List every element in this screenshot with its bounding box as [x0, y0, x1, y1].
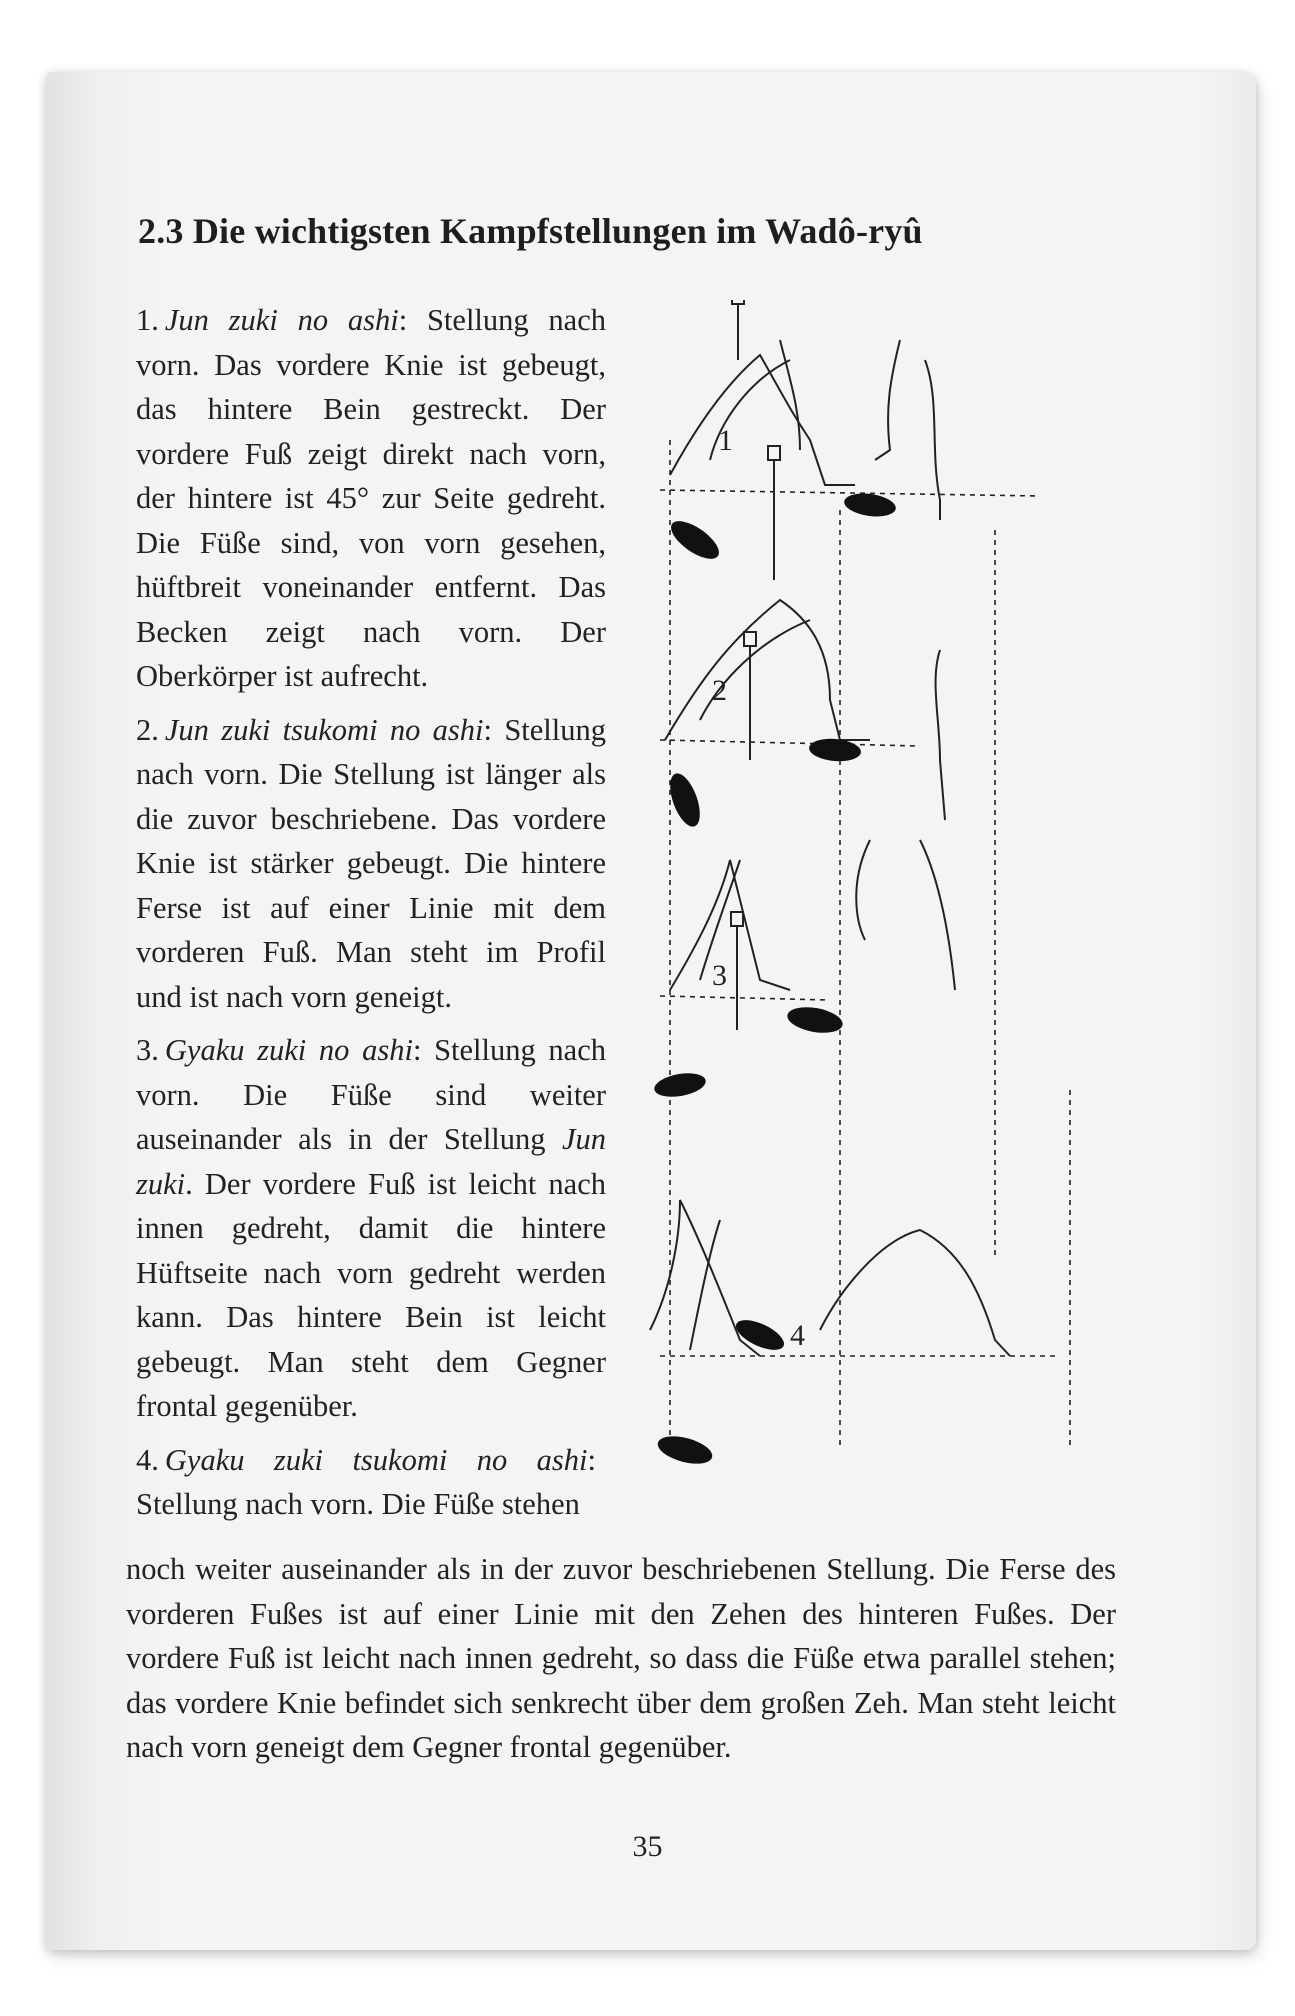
stance-item-3 — [136, 1028, 606, 1429]
stance-description: : Stellung nach vorn. Die Füße stehen — [136, 1442, 596, 1521]
stance-description: : Stellung nach vorn. Die Füße sind weiter auseinander als in der Stellung — [136, 1033, 606, 1156]
text-column — [136, 298, 606, 1536]
stance-item-4-continuation: noch weiter auseinander als in der zuvor beschriebenen Stellung. Die Ferse des vorderen Fußes ist auf einer Linie mit den Zehen des hinteren Fußes. Der vordere Fuß ist leicht nach innen gedreht, so dass die Füße etwa parallel stehen; das vordere Knie befindet sich senkrecht über dem großen Zeh. Man steht leicht nach vorn geneigt dem Gegner frontal gegenüber. — [126, 1552, 1116, 1764]
section-heading — [138, 210, 923, 252]
stance-term: Gyaku zuki no ashi — [164, 1033, 413, 1067]
stance-item-2 — [136, 708, 606, 1020]
section-title: Die wichtigsten Kampfstellungen im Wadô-ryû — [192, 211, 923, 251]
item-number: 1. — [136, 303, 159, 337]
page-number: 35 — [632, 1830, 663, 1863]
stance-label-3: 3 — [712, 959, 727, 992]
stance-description: : Stellung nach vorn. Das vordere Knie ist gebeugt, das hintere Bein gestreckt. Der vordere Fuß zeigt direkt nach vorn, der hintere ist 45° zur Seite gedreht. Die Füße sind, von vorn gesehen, hüftbreit voneinander entfernt. Das Becken zeigt nach vorn. Der Oberkörper ist aufrecht. — [136, 303, 606, 693]
stance-term: Jun zuki tsukomi no ashi — [164, 712, 484, 747]
stance-illustration — [640, 300, 1100, 1520]
stance-label-2: 2 — [712, 674, 727, 707]
item-number: 4. — [136, 1442, 159, 1477]
section-number: 2.3 — [138, 211, 184, 251]
stance-item-1 — [136, 298, 606, 699]
item-number: 2. — [136, 712, 159, 747]
stance-diagram — [640, 300, 1100, 1520]
stance-description-cont: . Der vordere Fuß ist leicht nach innen gedreht, damit die hintere Hüftseite nach vorn gedreht werden kann. Das hintere Bein ist leicht gebeugt. Man steht dem Gegner frontal gegenüber. — [136, 1166, 606, 1423]
stance-description: : Stellung nach vorn. Die Stellung ist länger als die zuvor beschriebene. Das vordere Knie ist stärker gebeugt. Die hintere Ferse ist auf einer Linie mit dem vorderen Fuß. Man steht im Profil und ist nach vorn geneigt. — [136, 712, 606, 1014]
stance-term: Jun zuki no ashi — [164, 303, 399, 337]
stance-label-4: 4 — [790, 1319, 805, 1352]
stance-term-inline: Jun zuki — [136, 1122, 606, 1201]
item-number: 3. — [136, 1033, 159, 1067]
stance-label-1: 1 — [718, 424, 733, 457]
stance-term: Gyaku zuki tsukomi no ashi — [164, 1442, 588, 1477]
stance-item-4 — [136, 1438, 596, 1527]
